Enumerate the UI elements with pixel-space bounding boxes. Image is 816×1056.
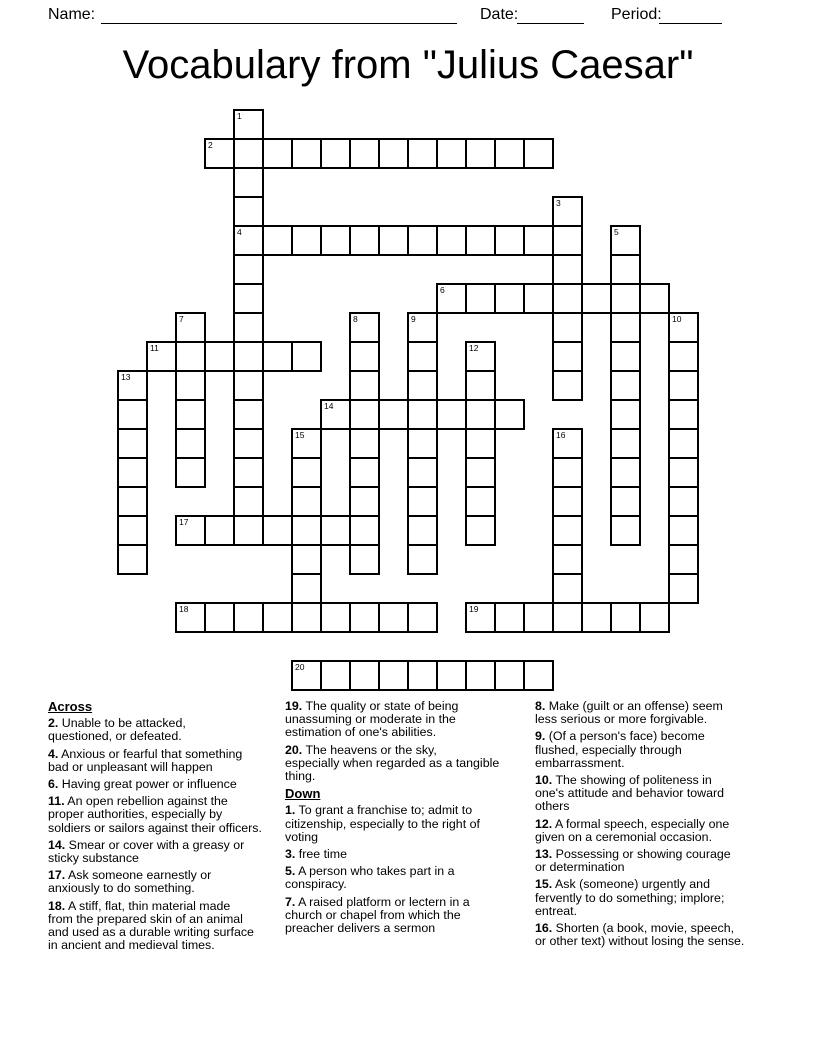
crossword-cell[interactable] — [204, 138, 235, 169]
crossword-cell[interactable] — [407, 399, 438, 430]
crossword-cell[interactable] — [349, 399, 380, 430]
crossword-cell[interactable] — [320, 225, 351, 256]
clue-5: 5. A person who takes part in a conspiracy. — [285, 864, 455, 892]
crossword-cell[interactable] — [320, 602, 351, 633]
crossword-cell[interactable] — [117, 457, 148, 488]
crossword-cell[interactable] — [320, 138, 351, 169]
crossword-cell[interactable] — [291, 602, 322, 633]
crossword-cell[interactable] — [465, 515, 496, 546]
crossword-cell[interactable] — [552, 341, 583, 372]
crossword-cell[interactable] — [291, 341, 322, 372]
crossword-cell[interactable] — [262, 341, 293, 372]
crossword-cell[interactable] — [291, 457, 322, 488]
crossword-cell[interactable] — [465, 486, 496, 517]
crossword-cell[interactable] — [407, 225, 438, 256]
crossword-cell[interactable] — [233, 196, 264, 227]
clue-17: 17. Ask someone earnestly or anxiously to do something. — [48, 868, 212, 896]
crossword-cell[interactable] — [378, 660, 409, 691]
crossword-cell[interactable] — [552, 486, 583, 517]
crossword-cell[interactable] — [610, 312, 641, 343]
crossword-cell[interactable] — [349, 486, 380, 517]
crossword-cell[interactable] — [639, 283, 670, 314]
clues-column-across — [48, 700, 294, 956]
crossword-cell[interactable] — [407, 602, 438, 633]
crossword-cell[interactable] — [465, 428, 496, 459]
clue-number: 10. — [535, 773, 553, 788]
clue-number: 8. — [535, 699, 546, 713]
crossword-cell[interactable] — [233, 399, 264, 430]
crossword-cell[interactable] — [117, 370, 148, 401]
crossword-cell[interactable] — [233, 602, 264, 633]
cell-number: 6 — [440, 285, 445, 295]
crossword-cell[interactable] — [117, 486, 148, 517]
crossword-cell[interactable] — [581, 602, 612, 633]
crossword-cell[interactable] — [639, 602, 670, 633]
crossword-cell[interactable] — [610, 283, 641, 314]
clues-column-middle — [285, 700, 541, 939]
clue-number: 13. — [535, 847, 553, 862]
crossword-cell[interactable] — [465, 370, 496, 401]
crossword-cell[interactable] — [291, 428, 322, 459]
cell-number: 9 — [411, 314, 416, 324]
crossword-cell[interactable] — [349, 225, 380, 256]
crossword-cell[interactable] — [494, 399, 525, 430]
crossword-cell[interactable] — [465, 283, 496, 314]
cell-number: 18 — [179, 604, 189, 614]
crossword-cell[interactable] — [494, 602, 525, 633]
cell-number: 17 — [179, 517, 189, 527]
crossword-cell[interactable] — [610, 515, 641, 546]
crossword-cell[interactable] — [378, 399, 409, 430]
cell-number: 15 — [295, 430, 305, 440]
crossword-cell[interactable] — [523, 225, 554, 256]
clue-number: 15. — [535, 877, 553, 892]
crossword-cell[interactable] — [233, 486, 264, 517]
clue-number: 17. — [48, 868, 66, 883]
crossword-cell[interactable] — [465, 457, 496, 488]
down-heading: Down — [285, 786, 321, 802]
crossword-cell[interactable] — [291, 486, 322, 517]
crossword-cell[interactable] — [610, 457, 641, 488]
crossword-cell[interactable] — [407, 428, 438, 459]
clue-number: 6. — [48, 777, 59, 792]
crossword-cell[interactable] — [494, 225, 525, 256]
crossword-cell[interactable] — [233, 138, 264, 169]
clues-column-down — [535, 700, 785, 952]
crossword-cell[interactable] — [262, 138, 293, 169]
crossword-cell[interactable] — [349, 428, 380, 459]
crossword-cell[interactable] — [610, 602, 641, 633]
crossword-cell[interactable] — [668, 399, 699, 430]
cell-number: 3 — [556, 198, 561, 208]
crossword-cell[interactable] — [175, 341, 206, 372]
crossword-cell[interactable] — [407, 544, 438, 575]
clue-number: 5. — [285, 864, 296, 879]
crossword-cell[interactable] — [204, 515, 235, 546]
clue-9: 9. (Of a person's face) become flushed, especially through embarrassment. — [535, 729, 705, 770]
cell-number: 10 — [672, 314, 682, 324]
clue-16: 16. Shorten (a book, movie, speech, or other text) without losing the sense. — [535, 921, 745, 949]
clue-number: 11. — [48, 794, 65, 809]
cell-number: 11 — [150, 343, 159, 353]
crossword-cell[interactable] — [349, 602, 380, 633]
crossword-cell[interactable] — [117, 544, 148, 575]
crossword-cell[interactable] — [610, 428, 641, 459]
crossword-cell[interactable] — [523, 283, 554, 314]
crossword-cell[interactable] — [233, 283, 264, 314]
crossword-cell[interactable] — [610, 486, 641, 517]
cell-number: 1 — [237, 111, 242, 121]
crossword-cell[interactable] — [407, 457, 438, 488]
crossword-cell[interactable] — [668, 457, 699, 488]
cell-number: 7 — [179, 314, 184, 324]
crossword-cell[interactable] — [465, 138, 496, 169]
period-label: Period: — [611, 6, 662, 23]
cell-number: 5 — [614, 227, 619, 237]
crossword-cell[interactable] — [494, 283, 525, 314]
crossword-cell[interactable] — [233, 457, 264, 488]
crossword-cell[interactable] — [349, 370, 380, 401]
crossword-cell[interactable] — [668, 544, 699, 575]
clue-number: 12. — [535, 816, 553, 831]
crossword-cell[interactable] — [610, 254, 641, 285]
crossword-cell[interactable] — [494, 138, 525, 169]
crossword-cell[interactable] — [291, 544, 322, 575]
crossword-cell[interactable] — [552, 602, 583, 633]
crossword-cell[interactable] — [175, 399, 206, 430]
crossword-cell[interactable] — [233, 109, 264, 140]
crossword-cell[interactable] — [436, 660, 467, 691]
clue-number: 7. — [285, 894, 296, 909]
crossword-cell[interactable] — [610, 370, 641, 401]
crossword-cell[interactable] — [436, 399, 467, 430]
crossword-cell[interactable] — [668, 370, 699, 401]
clue-number: 2. — [48, 716, 59, 731]
crossword-cell[interactable] — [552, 370, 583, 401]
crossword-cell[interactable] — [552, 457, 583, 488]
clue-12: 12. A formal speech, especially one given on a ceremonial occasion. — [535, 816, 730, 844]
crossword-cell[interactable] — [552, 515, 583, 546]
crossword-cell[interactable] — [320, 660, 351, 691]
crossword-cell[interactable] — [552, 573, 583, 604]
crossword-cell[interactable] — [407, 138, 438, 169]
crossword-cell[interactable] — [523, 138, 554, 169]
crossword-cell[interactable] — [436, 283, 467, 314]
crossword-cell[interactable] — [610, 341, 641, 372]
clue-1: 1. To grant a franchise to; admit to citizenship, especially to the right of voting — [285, 803, 480, 844]
cell-number: 19 — [469, 604, 479, 614]
crossword-cell[interactable] — [175, 428, 206, 459]
cell-number: 14 — [324, 401, 334, 411]
crossword-cell[interactable] — [320, 515, 351, 546]
clue-number: 1. — [285, 803, 296, 818]
crossword-cell[interactable] — [668, 486, 699, 517]
clue-3: 3. free time — [285, 847, 347, 862]
crossword-cell[interactable] — [552, 283, 583, 314]
crossword-cell[interactable] — [175, 312, 206, 343]
clue-14: 14. Smear or cover with a greasy or sticky substance — [48, 837, 245, 866]
cell-number: 8 — [353, 314, 358, 324]
cell-number: 4 — [237, 227, 242, 237]
crossword-cell[interactable] — [668, 573, 699, 604]
clue-7: 7. A raised platform or lectern in a church or chapel from which the preacher delivers a sermon — [285, 894, 470, 936]
clue-15: 15. Ask (someone) urgently and fervently to do something; implore; entreat. — [535, 877, 725, 918]
crossword-cell[interactable] — [668, 312, 699, 343]
clue-13: 13. Possessing or showing courage or determination — [535, 847, 731, 875]
crossword-cell[interactable] — [349, 544, 380, 575]
crossword-cell[interactable] — [175, 457, 206, 488]
crossword-cell[interactable] — [407, 341, 438, 372]
cell-number: 12 — [469, 343, 479, 353]
crossword-cell[interactable] — [204, 602, 235, 633]
crossword-cell[interactable] — [552, 312, 583, 343]
crossword-cell[interactable] — [523, 602, 554, 633]
worksheet-title: Vocabulary from "Julius Caesar" — [122, 43, 694, 87]
clue-2: 2. Unable to be attacked, questioned, or defeated. — [48, 716, 186, 744]
crossword-cell[interactable] — [320, 399, 351, 430]
crossword-cell[interactable] — [291, 225, 322, 256]
crossword-cell[interactable] — [407, 312, 438, 343]
clue-number: 3. — [285, 847, 296, 862]
crossword-cell[interactable] — [262, 602, 293, 633]
name-label: Name: — [48, 6, 96, 23]
crossword-cell[interactable] — [494, 660, 525, 691]
crossword-cell[interactable] — [552, 544, 583, 575]
crossword-cell[interactable] — [378, 138, 409, 169]
clue-number: 4. — [48, 746, 59, 761]
clue-18: 18. A stiff, flat, thin material made from the prepared skin of an animal and used as a durable writing surface in ancient and medieval times. — [48, 898, 254, 953]
clue-number: 19. — [285, 699, 303, 713]
crossword-cell[interactable] — [175, 370, 206, 401]
crossword-cell[interactable] — [204, 341, 235, 372]
crossword-cell[interactable] — [407, 660, 438, 691]
crossword-cell[interactable] — [668, 428, 699, 459]
crossword-cell[interactable] — [349, 138, 380, 169]
crossword-cell[interactable] — [175, 515, 206, 546]
crossword-cell[interactable] — [465, 399, 496, 430]
cell-number: 2 — [208, 140, 213, 150]
crossword-cell[interactable] — [175, 602, 206, 633]
crossword-cell[interactable] — [610, 399, 641, 430]
clue-6: 6. Having great power or influence — [48, 777, 237, 792]
crossword-cell[interactable] — [349, 341, 380, 372]
clue-11: 11. An open rebellion against the proper authorities, especially by soldiers or sailors against their officers. — [48, 794, 262, 835]
crossword-cell[interactable] — [233, 370, 264, 401]
crossword-cell[interactable] — [552, 254, 583, 285]
crossword-cell[interactable] — [349, 312, 380, 343]
cell-number: 16 — [556, 430, 566, 440]
crossword-cell[interactable] — [291, 573, 322, 604]
crossword-cell[interactable] — [581, 283, 612, 314]
crossword-cell[interactable] — [262, 225, 293, 256]
crossword-cell[interactable] — [117, 428, 148, 459]
crossword-cell[interactable] — [668, 341, 699, 372]
crossword-cell[interactable] — [233, 341, 264, 372]
crossword-cell[interactable] — [465, 341, 496, 372]
crossword-cell[interactable] — [117, 515, 148, 546]
crossword-cell[interactable] — [523, 660, 554, 691]
clue-number: 9. — [535, 729, 546, 744]
crossword-cell[interactable] — [407, 486, 438, 517]
crossword-cell[interactable] — [349, 515, 380, 546]
crossword-cell[interactable] — [465, 602, 496, 633]
cell-number: 13 — [121, 372, 131, 382]
crossword-cell[interactable] — [262, 515, 293, 546]
crossword-cell[interactable] — [436, 225, 467, 256]
crossword-cell[interactable] — [117, 399, 148, 430]
date-label: Date: — [480, 6, 519, 23]
crossword-cell[interactable] — [378, 602, 409, 633]
crossword-cell[interactable] — [233, 167, 264, 198]
crossword-cell[interactable] — [465, 660, 496, 691]
crossword-cell[interactable] — [233, 515, 264, 546]
cell-number: 20 — [295, 662, 305, 672]
crossword-cell[interactable] — [610, 225, 641, 256]
clue-19: 19. The quality or state of being unassuming or moderate in the estimation of one's abilities. — [285, 699, 459, 740]
crossword-cell[interactable] — [552, 196, 583, 227]
clue-number: 16. — [535, 921, 553, 936]
crossword-cell[interactable] — [378, 225, 409, 256]
clue-20: 20. The heavens or the sky, especially when regarded as a tangible thing. — [285, 742, 500, 784]
crossword-cell[interactable] — [233, 428, 264, 459]
crossword-cell[interactable] — [233, 254, 264, 285]
across-heading: Across — [48, 699, 93, 714]
crossword-cell[interactable] — [233, 312, 264, 343]
crossword-cell[interactable] — [291, 138, 322, 169]
crossword-cell[interactable] — [407, 515, 438, 546]
clue-4: 4. Anxious or fearful that something bad or unpleasant will happen — [48, 746, 243, 774]
crossword-cell[interactable] — [146, 341, 177, 372]
crossword-cell[interactable] — [349, 660, 380, 691]
clue-number: 14. — [48, 837, 66, 852]
clue-number: 20. — [285, 742, 303, 757]
crossword-cell[interactable] — [436, 138, 467, 169]
crossword-cell[interactable] — [465, 225, 496, 256]
crossword-cell[interactable] — [407, 370, 438, 401]
clue-number: 18. — [48, 898, 66, 913]
crossword-cell[interactable] — [552, 225, 583, 256]
crossword-cell[interactable] — [552, 428, 583, 459]
clue-8: 8. Make (guilt or an offense) seem less serious or more forgivable. — [535, 699, 723, 727]
crossword-cell[interactable] — [668, 515, 699, 546]
clue-10: 10. The showing of politeness in one's attitude and behavior toward others — [535, 773, 725, 814]
crossword-cell[interactable] — [349, 457, 380, 488]
crossword-cell[interactable] — [291, 660, 322, 691]
crossword-cell[interactable] — [233, 225, 264, 256]
crossword-cell[interactable] — [291, 515, 322, 546]
